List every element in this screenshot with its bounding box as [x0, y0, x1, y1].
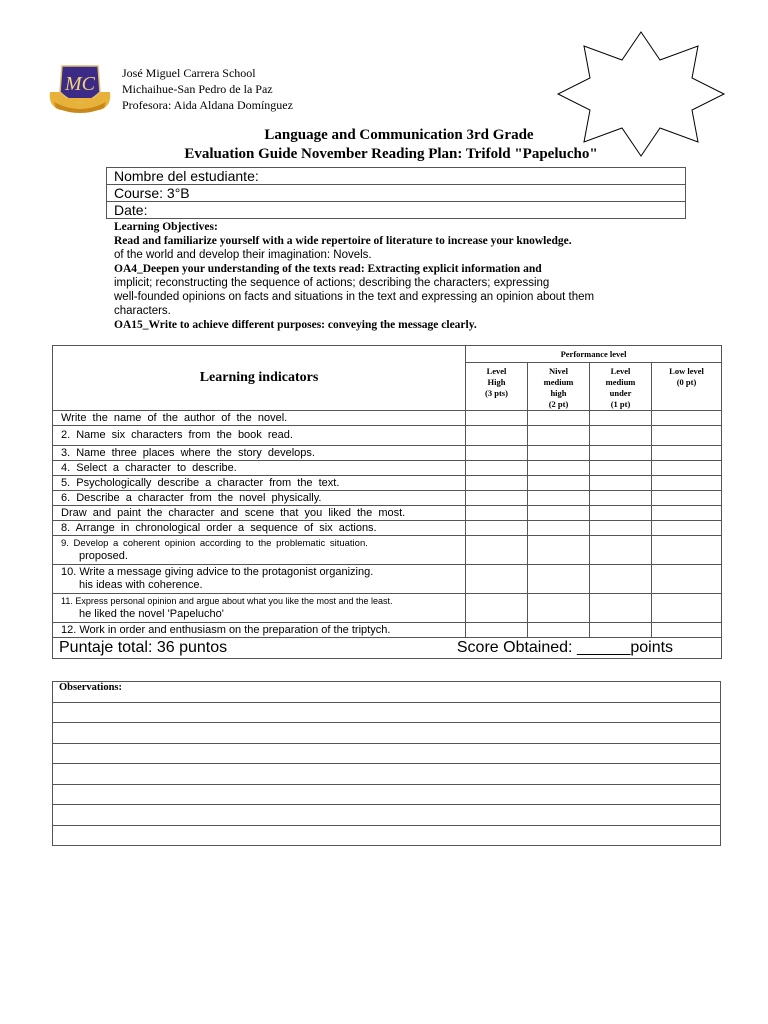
score-cell[interactable] [528, 521, 590, 536]
score-cell[interactable] [466, 411, 528, 426]
objective-line: characters. [114, 305, 171, 317]
score-cell[interactable] [590, 461, 652, 476]
total-label: Puntaje total: 36 puntos [59, 639, 228, 656]
table-row: Draw and paint the character and scene that you liked the most. [53, 506, 466, 521]
table-row: 8. Arrange in chronological order a sequence of six actions. [53, 521, 466, 536]
table-row: 3. Name three places where the story develops. [53, 446, 466, 461]
observations-table [52, 681, 721, 846]
score-cell[interactable] [528, 491, 590, 506]
school-name: José Miguel Carrera School [122, 66, 256, 80]
score-cell[interactable] [652, 506, 722, 521]
score-cell[interactable] [466, 565, 528, 594]
score-cell[interactable] [590, 411, 652, 426]
school-crest-icon [46, 62, 114, 116]
score-cell[interactable] [528, 506, 590, 521]
table-row: 12. Work in order and enthusiasm on the preparation of the triptych. [53, 623, 466, 638]
table-row: 4. Select a character to describe. [53, 461, 466, 476]
table-row: 9. Develop a coherent opinion according to the problematic situation. proposed. [53, 536, 466, 565]
objective-line: Read and familiarize yourself with a wide repertoire of literature to increase your knowledge. [114, 235, 572, 247]
svg-text:MC: MC [65, 73, 95, 95]
score-cell[interactable] [466, 506, 528, 521]
score-cell[interactable] [528, 446, 590, 461]
observation-line[interactable] [53, 825, 721, 846]
title-line-1: Language and Communication 3rd Grade [264, 127, 534, 143]
level-high-header: Level High (3 pts) [466, 363, 528, 411]
school-info [122, 65, 293, 113]
student-info-table [106, 167, 686, 219]
score-cell[interactable] [590, 426, 652, 446]
score-cell[interactable] [528, 411, 590, 426]
score-cell[interactable] [590, 536, 652, 565]
score-cell[interactable] [528, 476, 590, 491]
score-cell[interactable] [652, 426, 722, 446]
score-cell[interactable] [466, 521, 528, 536]
score-cell[interactable] [528, 623, 590, 638]
objective-line: of the world and develop their imagination: Novels. [114, 249, 372, 261]
table-row: Write the name of the author of the novel. [53, 411, 466, 426]
score-cell[interactable] [466, 491, 528, 506]
objective-line: implicit; reconstructing the sequence of actions; describing the characters; expressing [114, 277, 550, 289]
score-cell[interactable] [590, 594, 652, 623]
objective-line: well-founded opinions on facts and situations in the text and expressing an opinion about them [114, 291, 595, 303]
observation-line[interactable] [53, 784, 721, 805]
table-row: 11. Express personal opinion and argue about what you like the most and the least. he liked the novel 'Papelucho' [53, 594, 466, 623]
observation-line[interactable] [53, 743, 721, 764]
date-field[interactable]: Date: [107, 202, 686, 219]
score-cell[interactable] [652, 565, 722, 594]
score-cell[interactable] [528, 461, 590, 476]
observation-line[interactable] [53, 723, 721, 744]
title-block [0, 126, 768, 164]
score-cell[interactable] [528, 426, 590, 446]
score-cell[interactable] [590, 565, 652, 594]
table-row: 10. Write a message giving advice to the protagonist organizing. his ideas with coherence. [53, 565, 466, 594]
total-row [53, 638, 722, 659]
learning-objectives [114, 220, 674, 332]
performance-header: Performance level [466, 346, 722, 363]
score-cell[interactable] [466, 426, 528, 446]
observation-line[interactable] [53, 764, 721, 785]
school-logo [46, 62, 114, 116]
score-cell[interactable] [652, 521, 722, 536]
score-cell[interactable] [652, 446, 722, 461]
score-obtained[interactable]: Score Obtained: ______points [456, 639, 674, 656]
score-cell[interactable] [590, 491, 652, 506]
score-cell[interactable] [466, 536, 528, 565]
objective-line: OA15_Write to achieve different purposes: conveying the message clearly. [114, 319, 477, 331]
teacher-name: Profesora: Aida Aldana Domínguez [122, 98, 293, 112]
objectives-heading: Learning Objectives: [114, 221, 218, 233]
score-cell[interactable] [652, 461, 722, 476]
table-row: 2. Name six characters from the book read. [53, 426, 466, 446]
score-cell[interactable] [590, 446, 652, 461]
student-name-field[interactable]: Nombre del estudiante: [107, 168, 686, 185]
score-cell[interactable] [466, 476, 528, 491]
score-cell[interactable] [652, 491, 722, 506]
objective-line: OA4_Deepen your understanding of the texts read: Extracting explicit information and [114, 263, 542, 275]
score-cell[interactable] [528, 565, 590, 594]
score-cell[interactable] [590, 506, 652, 521]
score-cell[interactable] [652, 536, 722, 565]
table-row: 5. Psychologically describe a character from the text. [53, 476, 466, 491]
score-cell[interactable] [652, 623, 722, 638]
score-cell[interactable] [652, 476, 722, 491]
score-cell[interactable] [466, 623, 528, 638]
observation-line[interactable] [53, 702, 721, 723]
observations-label: Observations: [53, 682, 721, 703]
score-cell[interactable] [466, 461, 528, 476]
score-cell[interactable] [590, 521, 652, 536]
evaluation-table [52, 345, 722, 659]
level-low-header: Low level (0 pt) [652, 363, 722, 411]
observation-line[interactable] [53, 805, 721, 826]
course-field[interactable]: Course: 3°B [107, 185, 686, 202]
table-row: 6. Describe a character from the novel physically. [53, 491, 466, 506]
score-cell[interactable] [528, 536, 590, 565]
score-cell[interactable] [590, 623, 652, 638]
score-cell[interactable] [652, 411, 722, 426]
title-line-2: Evaluation Guide November Reading Plan: Trifold "Papelucho" [184, 146, 598, 162]
score-cell[interactable] [528, 594, 590, 623]
score-cell[interactable] [466, 446, 528, 461]
level-medium-high-header: Nivel medium high (2 pt) [528, 363, 590, 411]
level-medium-under-header: Level medium under (1 pt) [590, 363, 652, 411]
indicators-header: Learning indicators [53, 346, 466, 411]
school-location: Michaihue-San Pedro de la Paz [122, 82, 273, 96]
score-cell[interactable] [652, 594, 722, 623]
score-cell[interactable] [466, 594, 528, 623]
score-cell[interactable] [590, 476, 652, 491]
